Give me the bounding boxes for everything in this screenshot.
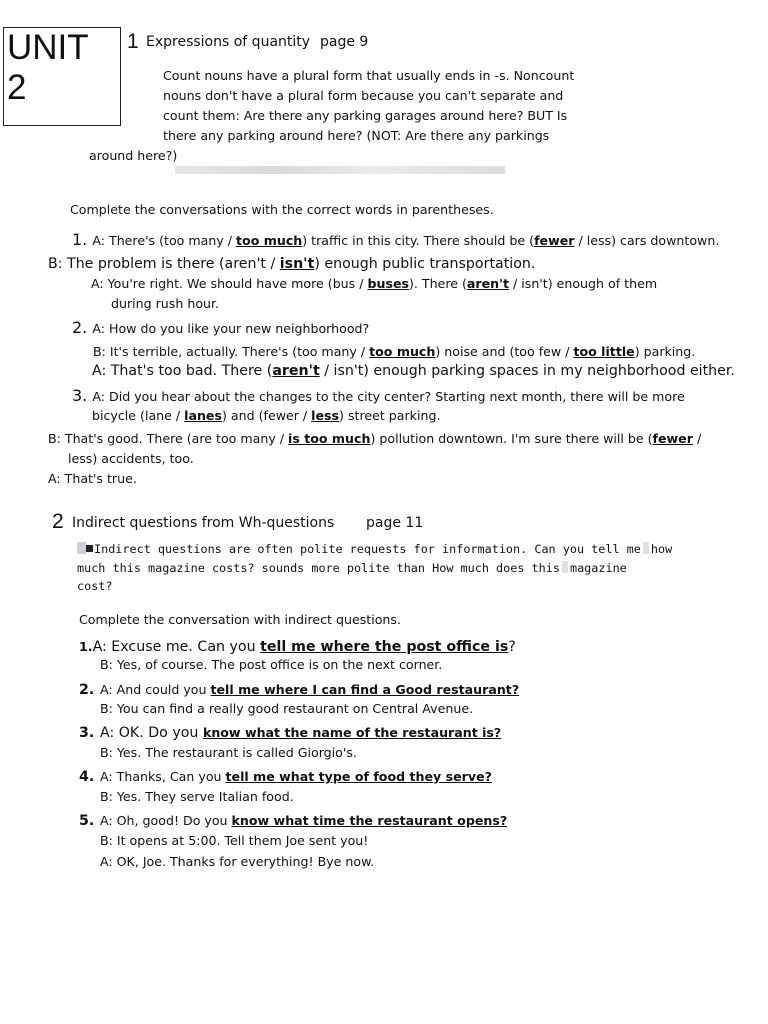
answer: aren't	[272, 363, 320, 379]
dialogue-line: A: That's too bad. There (aren't / isn't) enough parking spaces in my neighborhood either.	[92, 363, 735, 379]
dialogue-line: A: That's true.	[48, 471, 137, 486]
answer: tell me where I can find a Good restaurant?	[210, 682, 520, 697]
dialogue-line: bicycle (lane / lanes) and (fewer / less) street parking.	[92, 408, 441, 423]
section-1-number: 1	[127, 30, 139, 53]
answer: tell me what type of food they serve?	[225, 769, 492, 784]
dialogue-line: B: Yes. They serve Italian food.	[100, 789, 294, 804]
dialogue-line: B: It opens at 5:00. Tell them Joe sent you!	[100, 833, 369, 848]
answer: know what the name of the restaurant is?	[202, 725, 502, 740]
dialogue-line: A: You're right. We should have more (bus / buses). There (aren't / isn't) enough of them	[91, 276, 658, 291]
answer: buses	[367, 276, 409, 291]
answer: is too much	[288, 431, 371, 446]
answer: fewer	[534, 233, 575, 248]
exercise-2-item-4: 4. A: Thanks, Can you tell me what type of food they serve?	[79, 769, 492, 785]
exercise-2-item-5: 5. A: Oh, good! Do you know what time the restaurant opens?	[79, 813, 508, 829]
scan-artifact	[643, 542, 649, 554]
dialogue-line: less) accidents, too.	[68, 451, 194, 466]
section-2-explanation-line: Indirect questions are often polite requests for information. Can you tell me how	[77, 540, 672, 558]
exercise-1-item-1: 1. A: There's (too many / too much) traffic in this city. There should be (fewer / less) cars downtown.	[72, 230, 720, 249]
dialogue-line: B: It's terrible, actually. There's (too many / too much) noise and (too few / too little) parking.	[93, 344, 696, 359]
dialogue-line: B: Yes, of course. The post office is on the next corner.	[100, 657, 443, 672]
exercise-1-item-2: 2. A: How do you like your new neighborhood?	[72, 318, 370, 337]
section-1-instruction: Complete the conversations with the correct words in parentheses.	[70, 202, 494, 217]
section-2-explanation-line: cost?	[77, 579, 113, 593]
section-2-explanation-line: much this magazine costs? sounds more polite than How much does this magazine	[77, 561, 627, 575]
section-1-explanation-line: nouns don't have a plural form because you can't separate and	[163, 88, 564, 103]
exercise-1-item-3: 3. A: Did you hear about the changes to the city center? Starting next month, there will be more	[72, 386, 685, 405]
answer: too little	[573, 344, 635, 359]
exercise-2-item-3: 3. A: OK. Do you know what the name of the restaurant is?	[79, 725, 502, 741]
section-1-page: page 9	[320, 34, 369, 50]
answer: aren't	[466, 276, 510, 291]
section-2-instruction: Complete the conversation with indirect questions.	[79, 612, 401, 627]
dialogue-line: B: Yes. The restaurant is called Giorgio's.	[100, 745, 357, 760]
section-2-page: page 11	[366, 515, 424, 531]
answer: fewer	[652, 431, 693, 446]
dialogue-line: B: That's good. There (are too many / is too much) pollution downtown. I'm sure there will be (fewer /	[48, 431, 702, 446]
section-1-explanation-line: Count nouns have a plural form that usually ends in -s. Noncount	[163, 68, 575, 83]
scan-artifact	[562, 561, 568, 573]
section-1-explanation-line: count them: Are there any parking garages around here? BUT Is	[163, 108, 568, 123]
scan-artifact	[77, 542, 86, 554]
unit-label: UNIT 2	[7, 28, 89, 107]
answer: isn't	[279, 256, 315, 272]
dialogue-line: B: You can find a really good restaurant on Central Avenue.	[100, 701, 474, 716]
exercise-2-item-2: 2. A: And could you tell me where I can find a Good restaurant?	[79, 682, 520, 698]
section-1-explanation-line: around here?)	[89, 148, 178, 163]
answer: less	[311, 408, 340, 423]
dialogue-line: B: The problem is there (aren't / isn't) enough public transportation.	[48, 256, 536, 272]
section-1-title: Expressions of quantity	[146, 34, 311, 50]
section-2-title: Indirect questions from Wh-questions	[72, 515, 335, 531]
scan-artifact	[175, 166, 505, 174]
dialogue-line: A: OK, Joe. Thanks for everything! Bye now.	[100, 854, 375, 869]
answer: know what time the restaurant opens?	[231, 813, 508, 828]
bullet-icon	[86, 545, 93, 552]
answer: lanes	[184, 408, 222, 423]
exercise-2-item-1: 1.A: Excuse me. Can you tell me where the post office is?	[79, 639, 516, 655]
section-1-explanation-line: there any parking around here? (NOT: Are there any parkings	[163, 128, 550, 143]
dialogue-line: during rush hour.	[111, 296, 220, 311]
answer: too much	[369, 344, 436, 359]
answer: tell me where the post office is	[260, 639, 509, 655]
answer: too much	[236, 233, 303, 248]
section-2-number: 2	[52, 510, 64, 533]
